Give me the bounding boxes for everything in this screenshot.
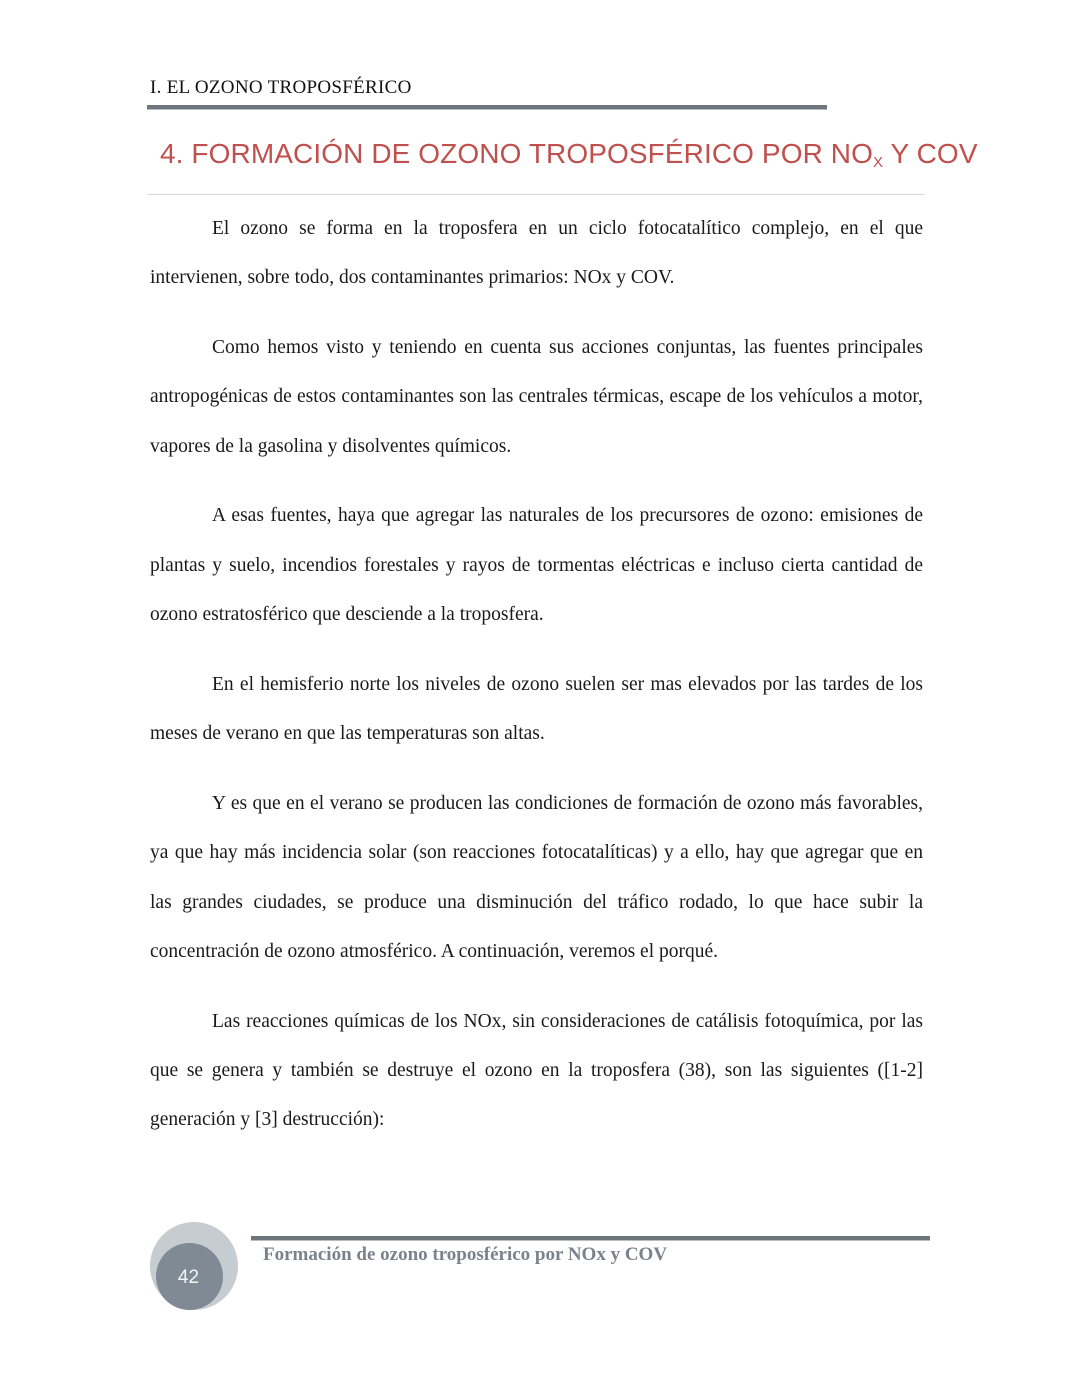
chapter-title-main: 4. FORMACIÓN DE OZONO TROPOSFÉRICO POR NO bbox=[160, 138, 873, 169]
header-rule bbox=[147, 105, 827, 110]
page-number: 42 bbox=[177, 1266, 200, 1288]
body-text bbox=[150, 204, 923, 1165]
footer-title: Formación de ozono troposférico por NOx y COV bbox=[263, 1244, 668, 1265]
paragraph: A esas fuentes, haya que agregar las naturales de los precursores de ozono: emisiones de plantas y suelo, incendios forestales y rayos de tormentas eléctricas e incluso cierta cantidad de ozono estratosférico que desciende a la troposfera. bbox=[150, 505, 923, 626]
running-header: I. EL OZONO TROPOSFÉRICO bbox=[150, 77, 412, 98]
paragraph: Las reacciones químicas de los NOx, sin consideraciones de catálisis fotoquímica, por las que se genera y también se destruye el ozono en la troposfera (38), son las siguientes ([1-2] generación y [3] destrucción): bbox=[150, 1010, 923, 1131]
chapter-title bbox=[160, 138, 978, 171]
chapter-title-end: Y COV bbox=[883, 138, 978, 169]
paragraph: El ozono se forma en la troposfera en un ciclo fotocatalítico complejo, en el que intervienen, sobre todo, dos contaminantes primarios: NOx y COV. bbox=[150, 218, 923, 289]
paragraph: Y es que en el verano se producen las condiciones de formación de ozono más favorables, ya que hay más incidencia solar (son reacciones fotocatalíticas) y a ello, hay que agregar que en las grandes ciudades, se produce una disminución del tráfico rodado, lo que hace subir la concentración de ozono atmosférico. A continuación, veremos el porqué. bbox=[150, 792, 923, 962]
chapter-title-subscript: X bbox=[872, 154, 884, 171]
paragraph: En el hemisferio norte los niveles de ozono suelen ser mas elevados por las tardes de los meses de verano en que las temperaturas son altas. bbox=[150, 673, 923, 745]
title-rule bbox=[147, 194, 925, 195]
page-number-badge bbox=[156, 1243, 223, 1310]
paragraph: Como hemos visto y teniendo en cuenta sus acciones conjuntas, las fuentes principales antropogénicas de estos contaminantes son las centrales térmicas, escape de los vehículos a motor, vapores de la gasolina y disolventes químicos. bbox=[150, 337, 923, 457]
footer-rule bbox=[251, 1236, 930, 1241]
